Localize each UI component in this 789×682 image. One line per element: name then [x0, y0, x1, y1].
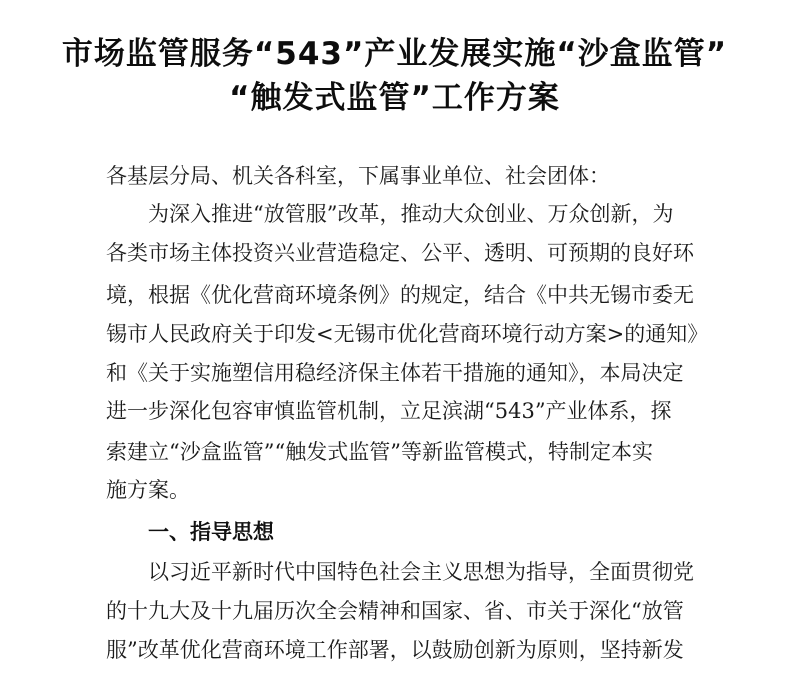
paragraph-line: 索建立“沙盒监管”“触发式监管”等新监管模式，特制定本实 [106, 440, 653, 464]
paragraph-line: 服”改革优化营商环境工作部署，以鼓励创新为原则，坚持新发 [106, 638, 684, 662]
section-heading-guiding-ideology: 一、指导思想 [148, 520, 274, 544]
salutation: 各基层分局、机关各科室，下属事业单位、社会团体： [106, 164, 610, 188]
paragraph-line: 进一步深化包容审慎监管机制，立足滨湖“543”产业体系，探 [106, 399, 672, 423]
paragraph-line: 的十九大及十九届历次全会精神和国家、省、市关于深化“放管 [106, 599, 684, 623]
paragraph-line: 锡市人民政府关于印发<无锡市优化营商环境行动方案>的通知》 [106, 322, 709, 346]
paragraph-line: 为深入推进“放管服”改革，推动大众创业、万众创新，为 [148, 202, 674, 226]
paragraph-line: 和《关于实施塑信用稳经济保主体若干措施的通知》，本局决定 [106, 361, 684, 385]
document-title-line-1: 市场监管服务“543”产业发展实施“沙盒监管” [61, 36, 728, 72]
paragraph-line: 以习近平新时代中国特色社会主义思想为指导，全面贯彻党 [148, 560, 694, 584]
paragraph-line: 施方案。 [106, 478, 190, 502]
paragraph-line: 境，根据《优化营商环境条例》的规定，结合《中共无锡市委无 [106, 283, 694, 307]
document-title-line-2: “触发式监管”工作方案 [229, 80, 560, 116]
paragraph-line: 各类市场主体投资兴业营造稳定、公平、透明、可预期的良好环 [106, 241, 694, 265]
